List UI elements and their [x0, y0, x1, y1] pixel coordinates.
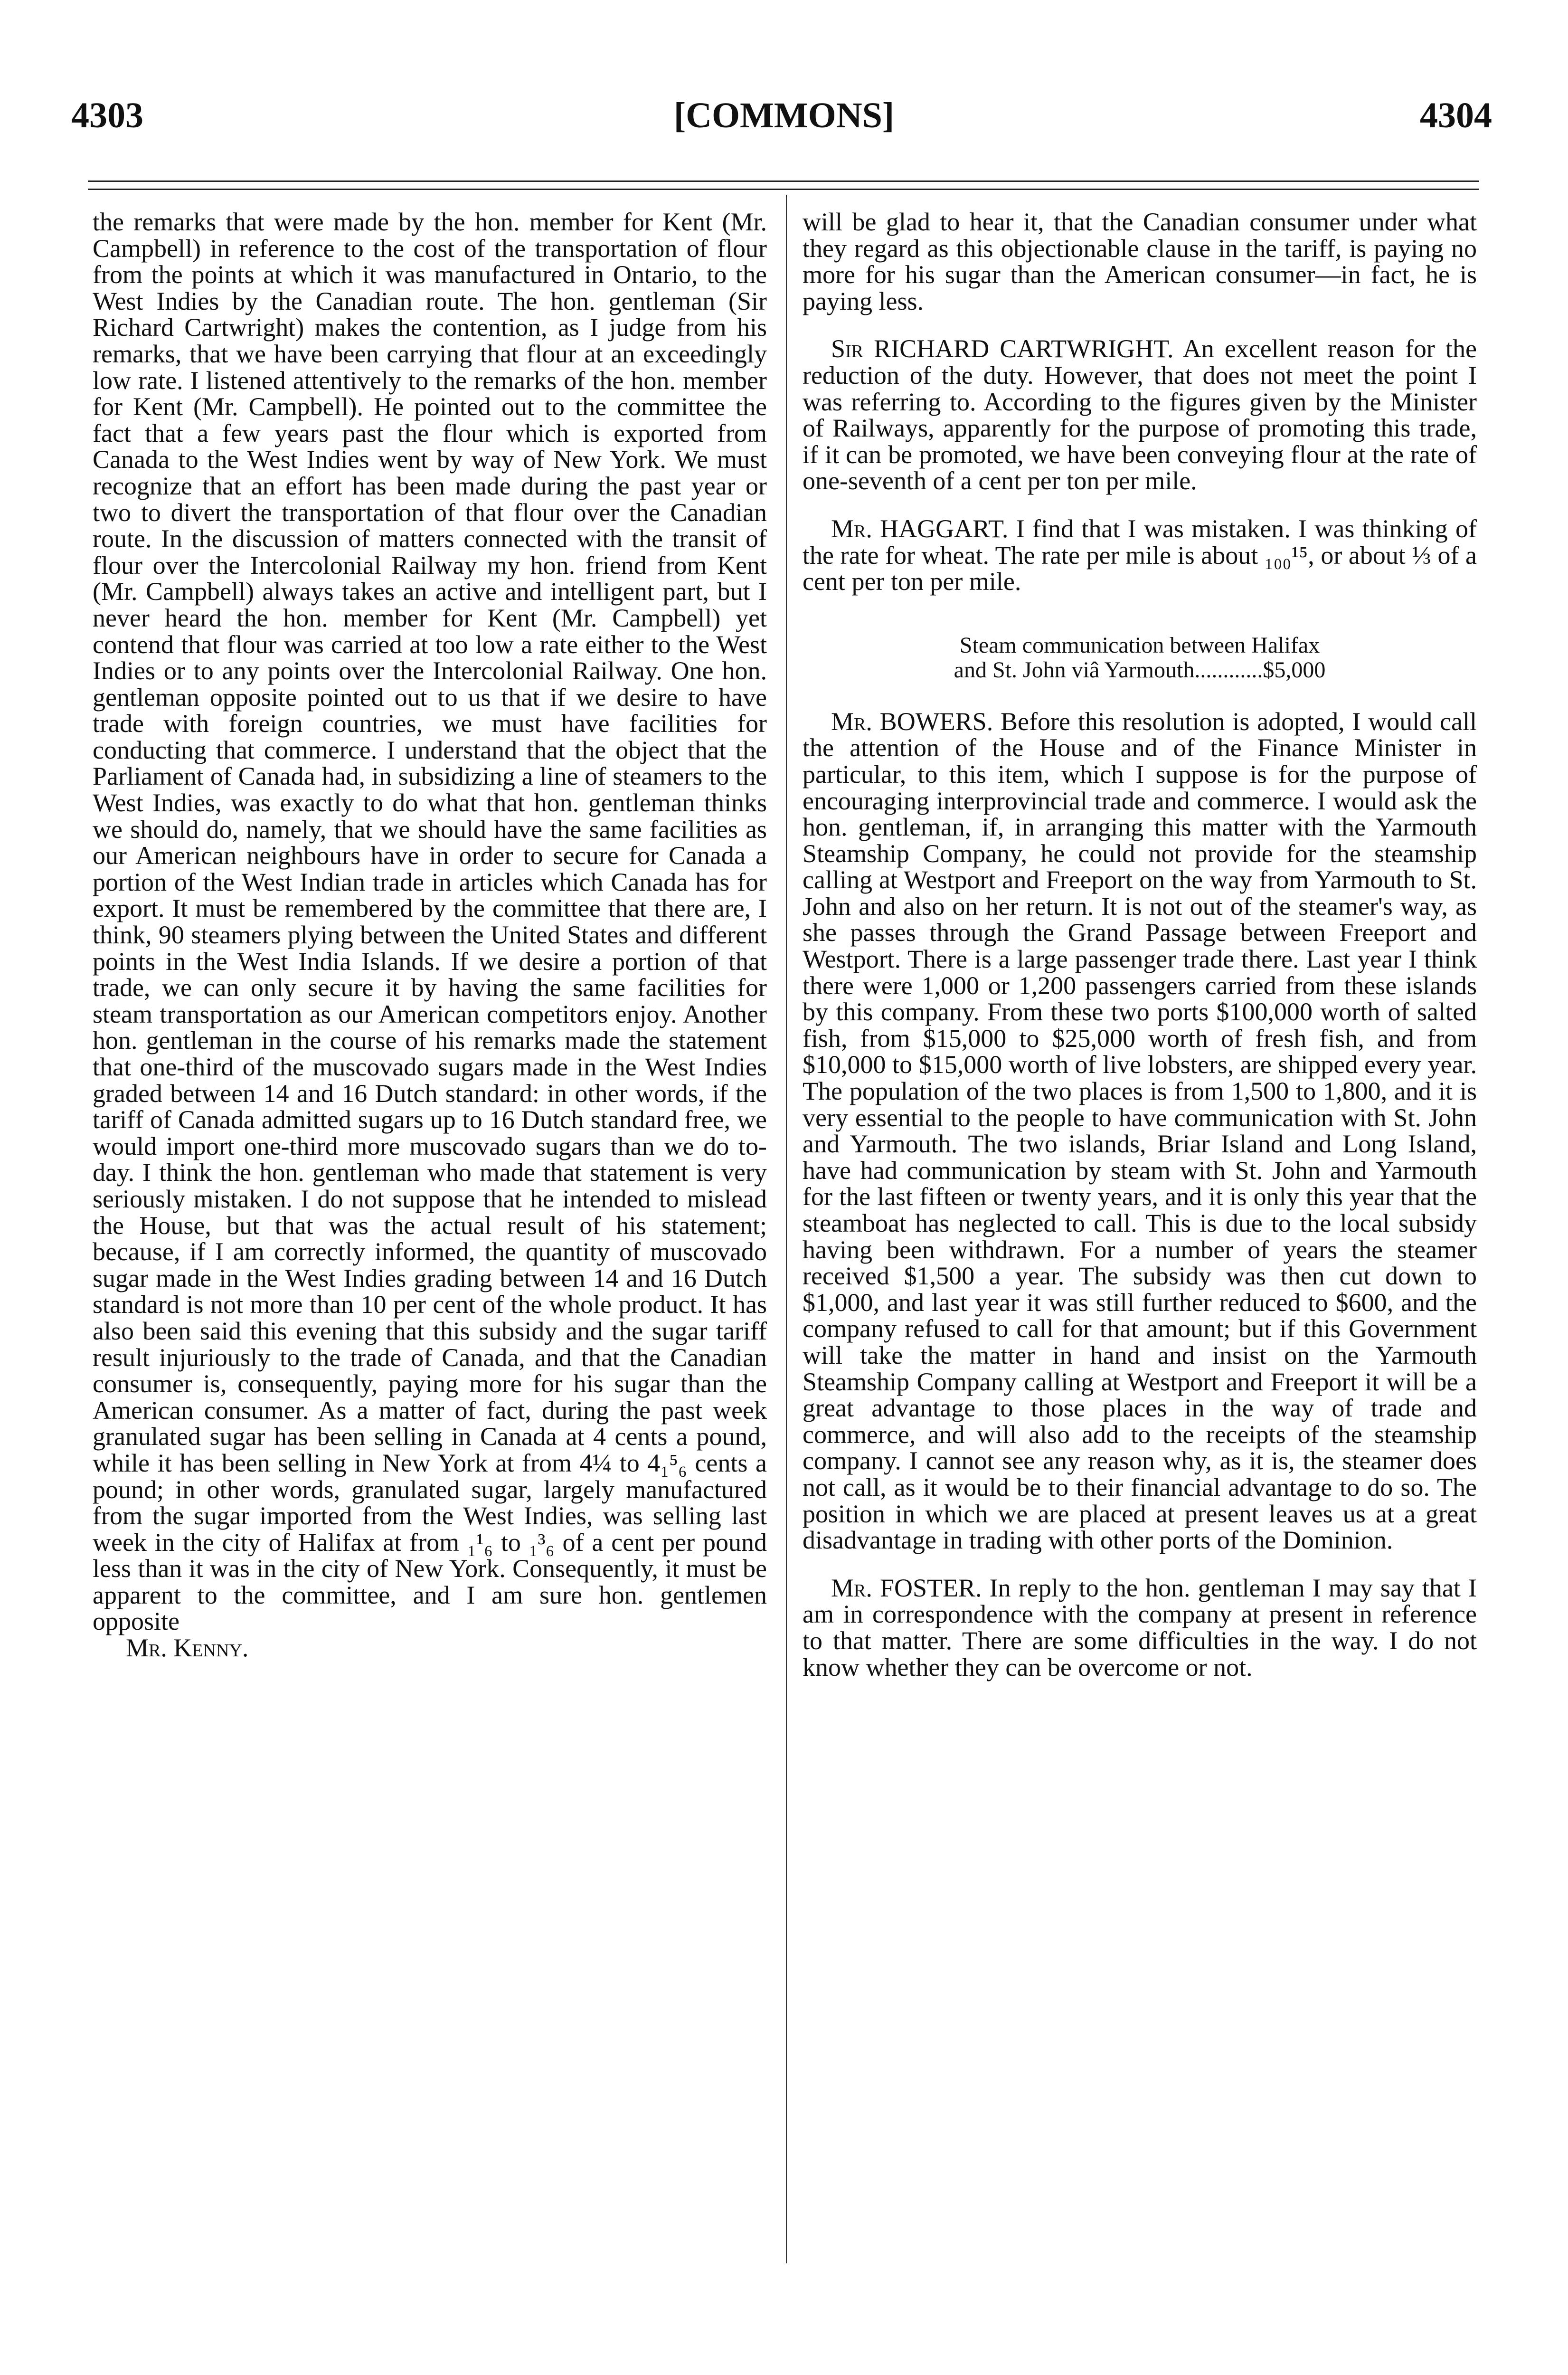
speech-foster: [803, 1575, 1477, 1681]
page-number-left: 4303: [71, 95, 143, 135]
resolution-line-1: Steam communication between Halifax: [959, 632, 1320, 658]
column-divider: [786, 195, 787, 2263]
speech-text: Before this resolution is adopted, I would call the attention of the House and of the Finance Minister in particular, to this item, which I suppose is for the purpose of encouraging interprovincial trade and commerce. I would ask the hon. gentleman, if, in arranging this matter with the Yarmouth Steamship Company, he could not provide for the steamship calling at Westport and Freeport on the way from Yarmouth to St. John and also on her return. It is not out of the steamer's way, as she passes through the Grand Passage between Freeport and Westport. There is a large passenger trade there. Last year I think there were 1,000 or 1,200 passengers carried from these islands by this company. From these two ports $100,000 worth of salted fish, from $15,000 to $25,000 worth of fresh fish, and from $10,000 to $15,000 worth of live lobsters, are shipped every year. The population of the two places is from 1,500 to 1,800, and it is very essential to the people to have communication with St. John and Yarmouth. The two islands, Briar Island and Long Island, have had communication by steam with St. John and Yarmouth for the last fifteen or twenty years, and it is only this year that the steamboat has neglected to call. This is due to the local subsidy having been withdrawn. For a number of years the steamer received $1,500 a year. The subsidy was then cut down to $1,000, and last year it was still further reduced to $600, and the company refused to call for that amount; but if this Government will take the matter in hand and insist on the Yarmouth Steamship Company calling at Westport and Freeport it will be a great advantage to those places in the way of trade and commerce, and will also add to the receipts of the steamship company. I cannot see any reason why, as it is, the steamer does not call, as it would be to their financial advantage to do so. The position in which we are placed at present leaves us at a great disadvantage in trading with other ports of the Dominion.: [803, 707, 1477, 1555]
page-title: [COMMONS]: [673, 95, 895, 135]
resolution-line-2: and St. John viâ Yarmouth............$5,000: [954, 657, 1326, 683]
running-footer-speaker: Mr. Kenny.: [126, 1634, 249, 1662]
speaker-name: Mr. FOSTER.: [831, 1573, 982, 1602]
speaker-name: Sir RICHARD CARTWRIGHT.: [831, 334, 1174, 363]
left-column: [93, 209, 767, 1662]
speech-bowers: [803, 709, 1477, 1554]
speech-cartwright: [803, 336, 1477, 494]
speech-text: In reply to the hon. gentleman I may say that I am in correspondence with the company at present in reference to that matter. There are some difficulties in the way. I do not know whether they can be overcome or not.: [803, 1573, 1477, 1682]
speech-haggart: [803, 516, 1477, 595]
left-paragraph-continued: the remarks that were made by the hon. member for Kent (Mr. Campbell) in reference to the cost of the transportation of flour from the points at which it was manufactured in Ontario, to the West Indies by the Canadian route. The hon. gentleman (Sir Richard Cartwright) makes the contention, as I judge from his remarks, that we have been carrying that flour at an exceedingly low rate. I listened attentively to the remarks of the hon. member for Kent (Mr. Campbell). He pointed out to the committee the fact that a few years past the flour which is exported from Canada to the West Indies went by way of New York. We must recognize that an effort has been made during the past year or two to divert the transportation of that flour over the Canadian route. In the discussion of matters connected with the transit of flour over the Intercolonial Railway my hon. friend from Kent (Mr. Campbell) always takes an active and intelligent part, but I never heard the hon. member for Kent (Mr. Campbell) yet contend that flour was carried at too low a rate either to the West Indies or to any points over the Intercolonial Railway. One hon. gentleman opposite pointed out to us that if we desire to have trade with foreign countries, we must have facilities for conducting that commerce. I understand that the object that the Parliament of Canada had, in subsidizing a line of steamers to the West Indies, was exactly to do what that hon. gentleman thinks we should do, namely, that we should have the same facilities as our American neighbours have in order to secure for Canada a portion of the West Indian trade in articles which Canada has for export. It must be remembered by the committee that there are, I think, 90 steamers plying between the United States and different points in the West India Islands. If we desire a portion of that trade, we can only secure it by having the same facilities for steam transportation as our American competitors enjoy. Another hon. gentleman in the course of his remarks made the statement that one-third of the muscovado sugars made in the West Indies graded between 14 and 16 Dutch standard: in other words, if the tariff of Canada admitted sugars up to 16 Dutch standard free, we would import one-third more muscovado sugars than we do to-day. I think the hon. gentleman who made that statement is very seriously mistaken. I do not suppose that he intended to mislead the House, but that was the actual result of his statement; because, if I am correctly informed, the quantity of muscovado sugar made in the West Indies grading between 14 and 16 Dutch standard is not more than 10 per cent of the whole product. It has also been said this evening that this subsidy and the sugar tariff result injuriously to the trade of Canada, and that the Canadian consumer is, consequently, paying more for his sugar than the American consumer. As a matter of fact, during the past week granulated sugar has been selling in Canada at 4 cents a pound, while it has been selling in New York at from 4¼ to 4₁⁵₆ cents a pound; in other words, granulated sugar, largely manufactured from the sugar imported from the West Indies, was selling last week in the city of Halifax at from ₁¹₆ to ₁³₆ of a cent per pound less than it was in the city of New York. Consequently, it must be apparent to the committee, and I am sure hon. gentlemen opposite: [93, 208, 767, 1636]
right-paragraph-continued: will be glad to hear it, that the Canadian consumer under what they regard as this objectionable clause in the tariff, is paying no more for his sugar than the American consumer—in fact, he is paying less.: [803, 208, 1477, 315]
speech-text: An excellent reason for the reduction of the duty. However, that does not meet the point I was referring to. According to the figures given by the Minister of Railways, apparently for the purpose of promoting this trade, if it can be promoted, we have been conveying flour at the rate of one-seventh of a cent per ton per mile.: [803, 334, 1477, 495]
right-column: [803, 209, 1477, 1681]
page-header: [0, 95, 1568, 147]
speech-text: I find that I was mistaken. I was thinking of the rate for wheat. The rate per mile is about ₁₀₀¹⁵, or about ⅓ of a cent per ton per mile.: [803, 514, 1477, 596]
speaker-name: Mr. HAGGART.: [831, 514, 1009, 543]
header-rule-bottom: [88, 189, 1479, 190]
resolution-item: [822, 633, 1458, 683]
speaker-name: Mr. BOWERS.: [831, 707, 993, 736]
page-number-right: 4304: [1420, 95, 1492, 135]
header-rule-top: [88, 180, 1479, 182]
